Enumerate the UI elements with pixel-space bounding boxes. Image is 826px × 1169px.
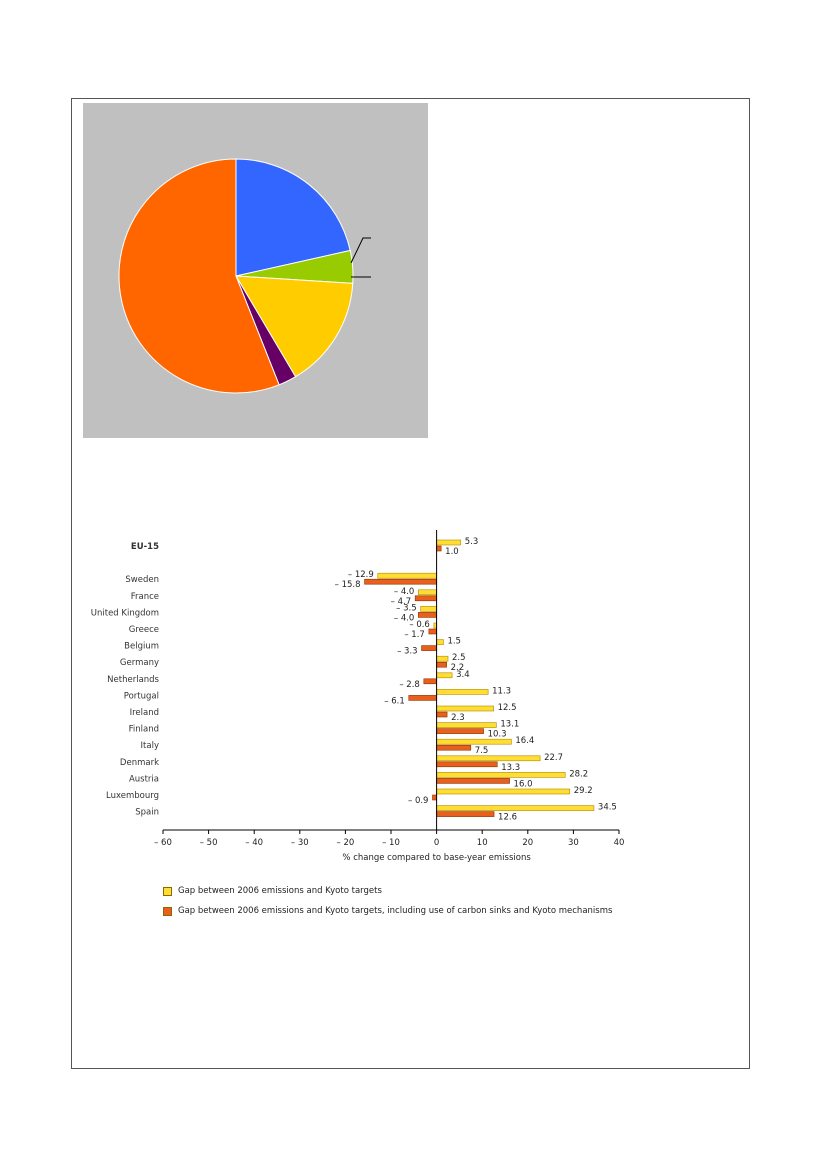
category-label: Luxembourg: [106, 791, 159, 801]
x-tick-label: – 10: [382, 838, 400, 848]
x-tick-label: 0: [433, 838, 440, 848]
category-label: Italy: [140, 741, 159, 752]
bar-yellow: [437, 673, 453, 678]
category-label: Belgium: [124, 641, 159, 652]
bar-yellow: [437, 756, 541, 761]
bar-chart: [90, 525, 650, 870]
value-label: – 4.0: [393, 613, 415, 624]
x-tick-label: – 40: [245, 838, 264, 848]
bar-yellow: [418, 590, 436, 595]
value-label: 12.5: [497, 703, 517, 713]
legend-swatch-orange: [163, 907, 172, 916]
bar-orange: [424, 679, 437, 684]
bar-yellow: [437, 772, 566, 777]
x-tick-label: – 50: [199, 838, 218, 848]
x-tick-label: – 20: [336, 838, 355, 848]
value-label: 10.3: [487, 729, 507, 740]
bar-yellow: [437, 806, 594, 811]
legend: [163, 883, 612, 923]
value-label: – 2.8: [399, 679, 420, 690]
x-tick-label: – 30: [290, 838, 309, 848]
category-label: Netherlands: [107, 674, 159, 685]
legend-label-kyoto-gap: Gap between 2006 emissions and Kyoto targets: [178, 886, 382, 896]
bar-orange: [432, 795, 436, 800]
bar-orange: [437, 712, 447, 717]
value-label: – 12.9: [347, 570, 374, 581]
bar-yellow: [437, 656, 448, 661]
category-label: Spain: [135, 807, 159, 818]
value-label: 3.4: [456, 669, 470, 680]
pie-leader-line: [351, 238, 371, 263]
bar-yellow: [421, 606, 437, 611]
bar-orange: [437, 745, 471, 750]
bar-orange: [418, 612, 436, 617]
value-label: – 0.9: [408, 796, 429, 806]
bar-orange: [437, 546, 442, 551]
value-label: 2.3: [451, 713, 465, 723]
bar-orange: [429, 629, 437, 634]
value-label: 5.3: [464, 537, 479, 547]
bar-yellow: [437, 640, 444, 645]
x-tick-label: 20: [522, 838, 534, 848]
bar-yellow: [437, 689, 489, 694]
pie-chart-panel: [83, 103, 428, 438]
bar-orange: [437, 778, 510, 783]
x-axis-title: % change compared to base-year emissions: [342, 853, 531, 863]
value-label: – 6.1: [384, 696, 405, 707]
x-tick-label: 40: [613, 838, 625, 848]
bar-orange: [409, 695, 437, 700]
value-label: – 3.3: [397, 646, 418, 657]
category-label: Finland: [128, 724, 159, 735]
value-label: 29.2: [573, 786, 593, 796]
value-label: – 15.8: [334, 580, 361, 591]
legend-item-kyoto-gap-with-sinks: [163, 903, 612, 919]
category-label: EU-15: [130, 542, 159, 552]
value-label: – 1.7: [404, 630, 425, 640]
value-label: 2.5: [452, 653, 466, 664]
value-label: 11.3: [492, 686, 512, 697]
category-label: Germany: [119, 658, 159, 669]
x-tick-label: – 60: [154, 838, 172, 848]
category-label: Denmark: [119, 757, 159, 768]
category-label: Portugal: [123, 691, 159, 702]
value-label: – 0.6: [409, 620, 430, 630]
category-label: Ireland: [129, 708, 159, 718]
value-label: 7.5: [474, 746, 489, 757]
value-label: 34.5: [597, 802, 617, 813]
pie-chart: [83, 103, 428, 438]
bar-orange: [437, 762, 498, 767]
bar-yellow: [437, 723, 497, 728]
bar-orange: [422, 646, 437, 651]
value-label: 13.3: [501, 762, 521, 773]
value-label: 16.4: [515, 736, 535, 747]
value-label: 2.2: [450, 663, 465, 674]
value-label: 1.5: [447, 636, 461, 647]
x-tick-label: 10: [476, 838, 488, 848]
legend-item-kyoto-gap: [163, 883, 612, 899]
bar-orange: [437, 662, 447, 667]
value-label: 12.6: [498, 812, 517, 823]
value-label: – 3.5: [396, 603, 417, 614]
value-label: 1.0: [445, 547, 459, 557]
category-label: United Kingdom: [90, 608, 159, 619]
value-label: 13.1: [500, 719, 520, 730]
category-label: Austria: [128, 774, 159, 785]
category-label: Sweden: [125, 575, 159, 586]
legend-swatch-yellow: [163, 887, 172, 896]
bar-orange: [437, 729, 484, 734]
value-label: – 4.0: [393, 586, 415, 597]
category-label: Greece: [128, 625, 159, 635]
legend-label-kyoto-gap-with-sinks: Gap between 2006 emissions and Kyoto targets, including use of carbon sinks and Kyoto mechanisms: [178, 906, 613, 916]
bar-yellow: [437, 789, 570, 794]
bar-yellow: [437, 706, 494, 711]
x-tick-label: 30: [567, 838, 579, 848]
value-label: 22.7: [544, 752, 564, 763]
bar-yellow: [437, 540, 461, 545]
value-label: 28.2: [569, 769, 589, 780]
bar-yellow: [437, 739, 512, 744]
bar-yellow: [378, 573, 437, 578]
bar-orange: [365, 579, 437, 584]
value-label: 16.0: [513, 779, 533, 790]
value-label: – 4.7: [390, 596, 412, 607]
category-label: France: [130, 591, 159, 602]
bar-orange: [437, 812, 494, 817]
bar-orange: [415, 596, 436, 601]
